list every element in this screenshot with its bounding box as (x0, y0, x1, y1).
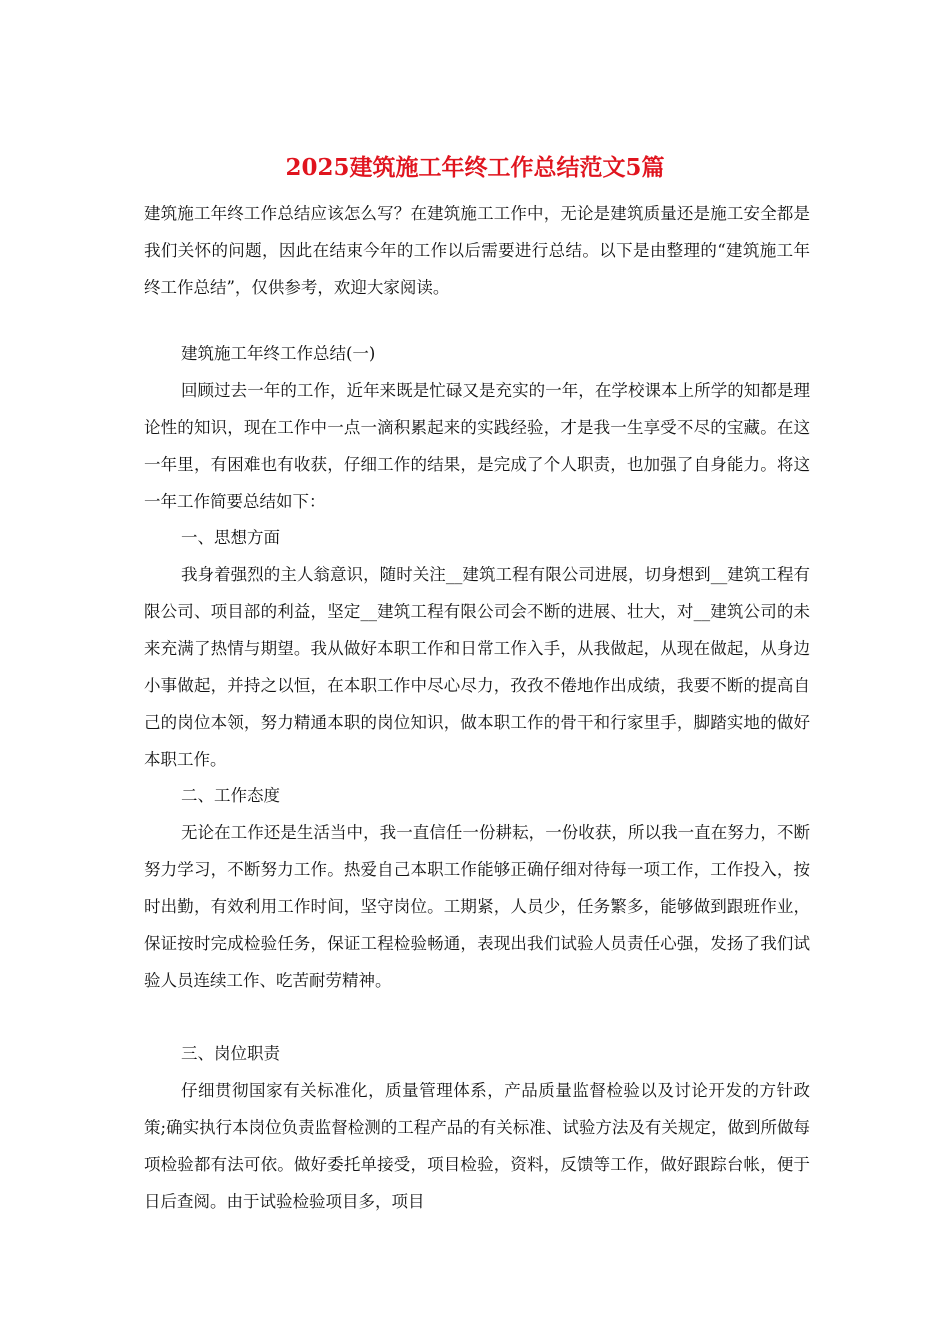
attitude-paragraph: 无论在工作还是生活当中，我一直信任一份耕耘，一份收获，所以我一直在努力，不断努力学习，不断努力工作。热爱自己本职工作能够正确仔细对待每一项工作，工作投入，按时出勤，有效利用工作时间，坚守岗位。工期紧，人员少，任务繁多，能够做到跟班作业，保证按时完成检验任务，保证工程检验畅通，表现出我们试验人员责任心强，发扬了我们试验人员连续工作、吃苦耐劳精神。 (144, 823, 810, 990)
heading-attitude: 二、工作态度 (181, 786, 280, 805)
document-title: 2025建筑施工年终工作总结范文5篇 (285, 154, 665, 181)
heading-duties: 三、岗位职责 (181, 1044, 280, 1063)
thought-paragraph: 我身着强烈的主人翁意识，随时关注__建筑工程有限公司进展，切身想到__建筑工程有限公司、项目部的利益，坚定__建筑工程有限公司会不断的进展、壮大，对__建筑公司的未来充满了热情与期望。我从做好本职工作和日常工作入手，从我做起，从现在做起，从身边小事做起，并持之以恒，在本职工作中尽心尽力，孜孜不倦地作出成绩，我要不断的提高自己的岗位本领，努力精通本职的岗位知识，做本职工作的骨干和行家里手，脚踏实地的做好本职工作。 (144, 565, 810, 769)
section-heading: 建筑施工年终工作总结(一) (181, 344, 376, 363)
heading-thought: 一、思想方面 (181, 528, 280, 547)
intro-paragraph: 建筑施工年终工作总结应该怎么写？在建筑施工工作中，无论是建筑质量还是施工安全都是我们关怀的问题，因此在结束今年的工作以后需要进行总结。以下是由整理的“建筑施工年终工作总结”，仅供参考，欢迎大家阅读。 (144, 204, 810, 297)
review-paragraph: 回顾过去一年的工作，近年来既是忙碌又是充实的一年，在学校课本上所学的知都是理论性的知识，现在工作中一点一滴积累起来的实践经验，才是我一生享受不尽的宝藏。在这一年里，有困难也有收获，仔细工作的结果，是完成了个人职责，也加强了自身能力。将这一年工作简要总结如下： (144, 381, 810, 511)
duties-paragraph: 仔细贯彻国家有关标准化，质量管理体系，产品质量监督检验以及讨论开发的方针政策;确实执行本岗位负责监督检测的工程产品的有关标准、试验方法及有关规定，做到所做每项检验都有法可依。做好委托单接受，项目检验，资料，反馈等工作，做好跟踪台帐，便于日后查阅。由于试验检验项目多，项目 (144, 1081, 810, 1211)
